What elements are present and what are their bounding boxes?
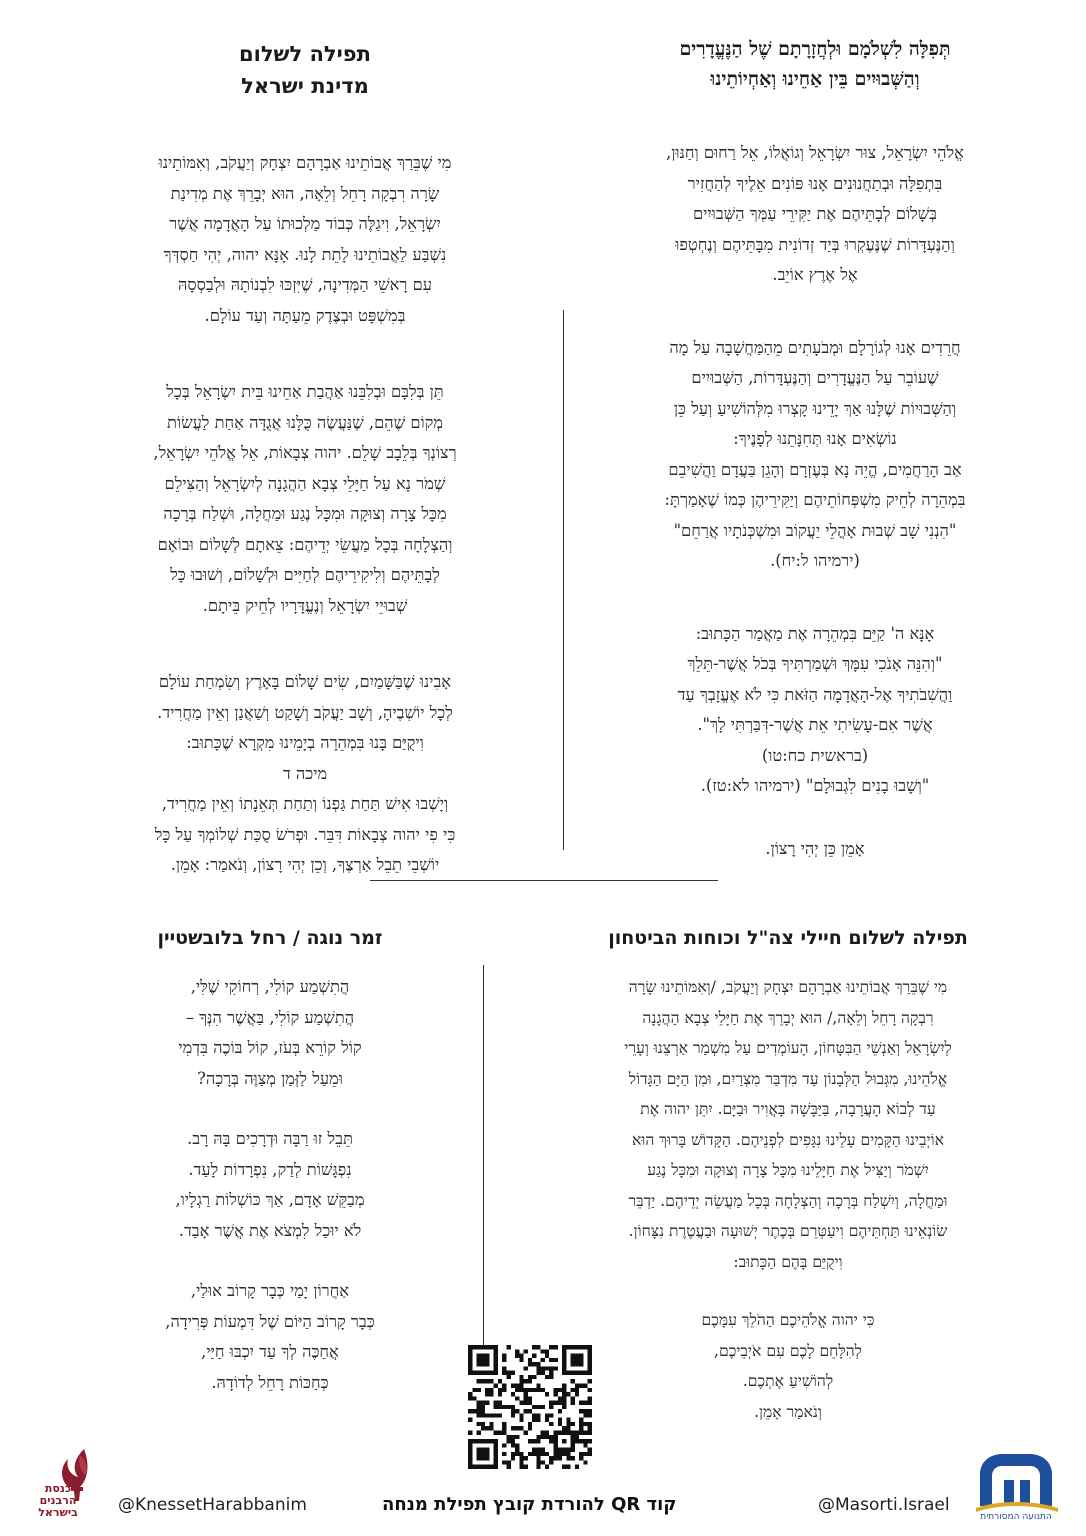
hostages-prayer-title: תְּפִלָּה לִשְׁלֹמָם וּלְחֲזָרָתָם שֶׁל הַנֶּעֱדָרִים וְהַשְּׁבוּיִים בֵּין אַחֵינוּ וְאַחְיוֹתֵינוּ bbox=[679, 38, 951, 90]
state-prayer-para-2: תֵּן בְּלִבָּם וּבְלִבֵּנוּ אַהֲבַת אַחֵינוּ בֵּית יִשְׂרָאֵל בְּכָל מְקוֹם שֶׁהֵם, שֶׁנַּעֲשֶׂה כֻּלָּנוּ אֲגֻדָּה אַחַת לַעֲשׂוֹת רְצוֹנְךָ בְּלֵבָב שָׁלֵם. יהוה צְבָאוֹת, אֵל אֱלֹהֵי יִשְׂרָאֵל, שְׁמֹר נָא עַל חַיָּלֵי צְבָא הַהֲגָנָה לְיִשְׂרָאֵל וְהַצִּילֵם מִכָּל צָרָה וְצוּקָה וּמִכָּל נֶגַע וּמַחֲלָה, וּשְׁלַח בְּרָכָה וְהַצְלָחָה בְּכָל מַעֲשֵׂי יְדֵיהֶם: צֵאתָם לְשָׁלוֹם וּבוֹאָם לְבָתֵּיהֶם וְלִיקִירֵיהֶם לְחַיִּים וּלְשָׁלוֹם, וְשׁוּבוּ כָּל שְׁבוּיֵי יִשְׂרָאֵל וְנֶעֱדָּרָיו לְחֵיק בֵּיתָם. bbox=[153, 382, 457, 615]
poem-stanza-3: אַחֲרוֹן יָמַי כְּבָר קָרוֹב אוּלַי, כְּבָר קָרוֹב הַיּוֹם שֶׁל דִּמְעוֹת פְּרִידָה, אֲחַכֶּה לְךָ עַד יִכְבּוּ חַיַּי, כְּחַכּוֹת רָחֵל לְדוֹדָהּ. bbox=[165, 1281, 375, 1392]
poem-stanza-1: הֲתִשְׁמַע קוֹלִי, רְחוֹקִי שֶׁלִּי, הֲתִשְׁמַע קוֹלִי, בַּאֲשֶׁר הִנְּךָ – קוֹל קוֹרֵא בְּעֹז, קוֹל בּוֹכֶה בִּדְמִי וּמֵעַל לַזְּמַן מְצַוֶּה בְּרָכָה? bbox=[178, 977, 362, 1088]
masorti-handle[interactable]: @Masorti.Israel bbox=[818, 1495, 950, 1515]
poem-section bbox=[100, 922, 440, 1398]
qr-code-image bbox=[468, 1345, 592, 1469]
qr-caption: קוד QR להורדת קובץ תפילת מנחה bbox=[382, 1494, 677, 1515]
state-prayer-para-1: מִי שֶׁבֵּרַךְ אֲבוֹתֵינוּ אַבְרָהָם יִצְחָק וְיַעֲקֹב, וְאִמּוֹתֵינוּ שָׂרָה רִבְקָה רָחֵל וְלֵאָה, הוּא יְבָרֵךְ אֶת מְדִינַת יִשְׂרָאֵל, וִיגַלֶּה כְּבוֹד מַלְכוּתוֹ עַל הָאֲדָמָה אֲשֶׁר נִשְׁבַּע לַאֲבוֹתֵינוּ לָתֵת לָנוּ. אָנָּא יהוה, יְהִי חַסְדְּךָ עִם רָאשֵׁי הַמְּדִינָה, שֶׁיִּזְכּוּ לִבְנוֹתָהּ וּלְבַסְסָהּ בְּמִשְׁפָּט וּבְצֶדֶק מֵעַתָּה וְעַד עוֹלָם. bbox=[158, 153, 452, 325]
top-column-divider bbox=[563, 310, 564, 850]
state-prayer-para-3: אָבִינוּ שֶׁבַּשָּׁמַיִם, שִׂים שָׁלוֹם בָּאָרֶץ וְשִׂמְחַת עוֹלָם לְכָל יוֹשְׁבֶיהָ, וְשָׁב יַעֲקֹב וְשָׁקַט וְשַׁאֲנַן וְאֵין מַחֲרִיד. וִיקֻיַּם בָּנוּ בִּמְהֵרָה בְיָמֵינוּ מִקְרָא שֶׁכָּתוּב: מיכה ד וְיָשְׁבוּ אִישׁ תַּחַת גַּפְנוֹ וְתַחַת תְּאֵנָתוֹ וְאֵין מַחֲרִיד, כִּי פִי יהוה צְבָאוֹת דִּבֵּר. וּפְרֹשׂ סֻכַּת שְׁלוֹמְךָ עַל כָּל יוֹשְׁבֵי תֵבֵל אַרְצֶךָ, וְכֵן יְהִי רָצוֹן, וְנֹאמַר: אָמֵן. bbox=[154, 672, 456, 874]
masorti-logo-icon bbox=[968, 1448, 1064, 1512]
hostages-prayer-para-3: אָנָּא ה' קַיֵּם בִּמְהֵרָה אֶת מַאֲמַר הַכָּתוּב: "וְהִנֵּה אָנֹכִי עִמָּךְ וּשְׁמַרְתִּיךָ בְּכֹל אֲשֶׁר-תֵּלֵךְ וַהֲשִׁבֹתִיךָ אֶל-הָאֲדָמָה הַזֹּאת כִּי לֹא אֶעֱזָבְךָ עַד אֲשֶׁר אִם-עָשִׂיתִי אֵת אֲשֶׁר-דִּבַּרְתִּי לָךְ". (בראשית כח:טו) "וְשָׁבוּ בָנִים לִגְבוּלָם" (ירמיהו לא:טז). bbox=[677, 623, 953, 795]
state-prayer-title: תפילה לשלום מדינת ישראל bbox=[239, 42, 371, 98]
soldiers-prayer-body: מִי שֶׁבֵּרַךְ אֲבוֹתֵינוּ אַבְרָהָם יִצְחָק וְיַעֲקֹב, /וְאִמּוֹתֵינוּ שָׂרָה רִבְקָה רָחֵל וְלֵאָה,/ הוּא יְבָרֵךְ אֶת חַיָּלֵי צְבָא הַהֲגָנָה לְיִשְׂרָאֵל וְאַנְשֵׁי הַבִּטָּחוֹן, הָעוֹמְדִים עַל מִשְׁמַר אַרְצֵנוּ וְעָרֵי אֱלֹהֵינוּ, מִגְּבוּל הַלְּבָנוֹן עַד מִדְבַּר מִצְרַיִם, וּמִן הַיָּם הַגָּדוֹל עַד לְבוֹא הָעֲרָבָה, בַּיַּבָּשָׁה בָּאֲוִיר וּבַיָּם. יִתֵּן יהוה אֶת אוֹיְבֵינוּ הַקָּמִים עָלֵינוּ נִגָּפִים לִפְנֵיהֶם. הַקָּדוֹשׁ בָּרוּךְ הוּא יִשְׁמֹר וְיַצִּיל אֶת חַיָּלֵינוּ מִכָּל צָרָה וְצוּקָה וּמִכָּל נֶגַע וּמַחֲלָה, וְיִשְׁלַח בְּרָכָה וְהַצְלָחָה בְּכָל מַעֲשֵׂה יְדֵיהֶם. יַדְבֵּר שׂוֹנְאֵינוּ תַּחְתֵּיהֶם וִיעַטְּרֵם בְּכֶתֶר יְשׁוּעָה וּבַעֲטֶרֶת נִצָּחוֹן. וִיקֻיַּם בָּהֶם הַכָּתוּב: bbox=[624, 978, 952, 1271]
masorti-logo-text: התנועה המסורתית bbox=[980, 1512, 1052, 1522]
knesset-harabbanim-logo bbox=[22, 1445, 112, 1525]
hostages-prayer-para-1: אֱלֹהֵי יִשְׂרָאֵל, צוּר יִשְׂרָאֵל וְגוֹאֲלוֹ, אֵל רַחוּם וְחַנּוּן, בִּתְפִלָּה וּבְתַחֲנוּנִים אָנוּ פּוֹנִים אֵלֶיךָ לְהַחֲזִיר בְּשָׁלוֹם לְבָתֵּיהֶם אֶת יַקִּירֵי עַמְּךָ הַשְּׁבוּיִים וְהַנֶּעְדָּרוֹת שֶׁנֶּעֶקְרוּ בְּיַד זְדוֹנִית מִבָּתֵּיהֶם וְנֶחְטְפוּ אֶל אֶרֶץ אוֹיֵב. bbox=[666, 143, 964, 284]
knesset-logo-text: כנסת הרבנים בישראל bbox=[38, 1482, 78, 1519]
hostages-prayer-closing: אָמֵן כֵּן יְהִי רָצוֹן. bbox=[765, 838, 865, 858]
qr-code[interactable] bbox=[468, 1345, 592, 1469]
soldiers-prayer-section bbox=[528, 922, 1048, 1427]
hostages-prayer-para-2: חֲרֵדִים אָנוּ לְגוֹרָלָם וּמְבֹעָתִים מֵהַמַּחֲשָׁבָה עַל מָה שֶׁעוֹבֵר עַל הַנֶּעֱדָרִים וְהַנֶּעְדָּרוֹת, הַשְּׁבוּיִים וְהַשְּׁבוּיוֹת שֶׁלָּנוּ אַךְ יָדֵינוּ קָצְרוּ מִלְּהוֹשִׁיעַ וְעַל כֵּן נוֹשְׂאִים אָנוּ תְּחִנָּתֵנוּ לְפָנֶיךָ: אַב הָרַחֲמִים, הֱיֵה נָא בְּעֶזְרָם וְהָגֵן בַּעֲדָם וַהֲשִׁיבֵם בִּמְהֵרָה לְחֵיק מִשְׁפְּחוֹתֵיהֶם וְיַקִּירֵיהֶן כְּמוֹ שֶׁאָמַרְתָּ: "הִנְנִי שָׁב שְׁבוּת אָהֳלֵי יַעֲקוֹב וּמִשְׁכְּנֹתָיו אֲרַחֵם" (ירמיהו ל:יח). bbox=[664, 337, 966, 570]
poem-title: זמר נוגה / רחל בלובשטיין bbox=[157, 927, 383, 949]
soldiers-prayer-title: תפילה לשלום חיילי צה"ל וכוחות הביטחון bbox=[608, 927, 968, 949]
soldiers-prayer-verse: כִּי יהוה אֱלֹהֵיכֶם הַהֹלֵךְ עִמָּכֶם לְהִלָּחֵם לָכֶם עִם אֹיְבֵיכֶם, לְהוֹשִׁיעַ אֶתְכֶם. וְנֹאמַר אָמֵן. bbox=[701, 1311, 875, 1421]
state-prayer-section bbox=[80, 38, 530, 881]
hostages-prayer-section bbox=[585, 34, 1045, 864]
poem-stanza-2: תֵּבֵל זוּ רַבָּה וּדְרָכִים בָּהּ רָב. נִפְגָּשׁוֹת לְדַק, נִפְרָדוֹת לָעַד. מְבַקֵּשׁ אָדָם, אַךְ כּוֹשְׁלוֹת רַגְלָיו, לֹא יוּכַל לִמְצֹא אֶת אֲשֶׁר אָבַד. bbox=[175, 1129, 365, 1240]
knesset-handle[interactable]: @KnessetHarabbanim bbox=[118, 1495, 307, 1515]
section-divider bbox=[370, 880, 718, 881]
masorti-logo bbox=[968, 1448, 1064, 1528]
